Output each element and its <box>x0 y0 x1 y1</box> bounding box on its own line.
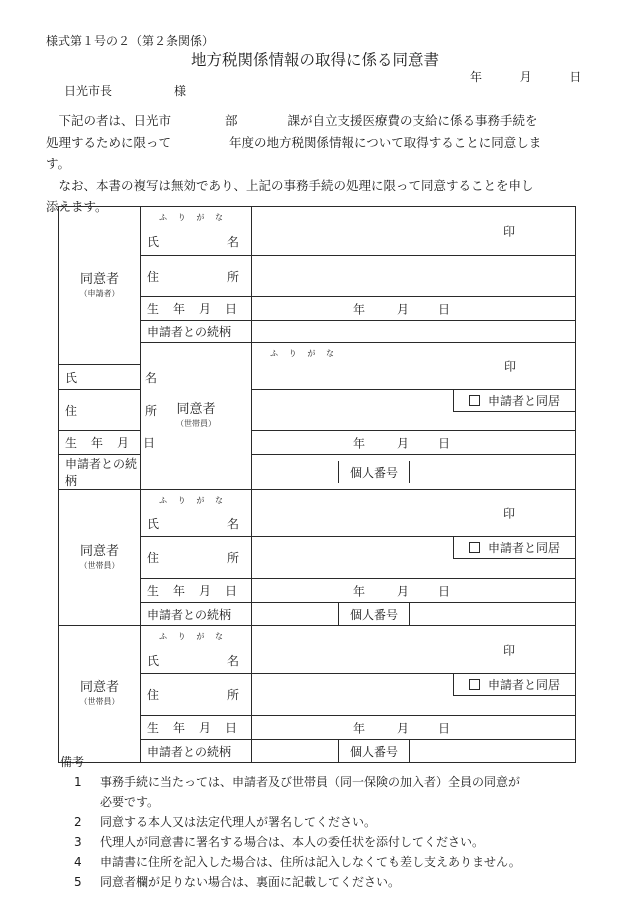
remark-text: 同意者欄が足りない場合は、裏面に記載してください。 <box>100 875 401 889</box>
furigana-label: ふ り が な <box>141 626 252 648</box>
statement-part: なお、本書の複写は無効であり、上記の事務手続の処理に限って同意することを申し <box>58 177 534 193</box>
remark-item <box>60 832 600 852</box>
statement-part: 下記の者は、日光市 <box>58 113 172 128</box>
my-number-label: 個人番号 <box>338 603 410 625</box>
consent-statement <box>46 110 582 218</box>
date-line <box>470 68 581 85</box>
remark-text: 代理人が同意書に署名する場合は、本人の委任状を添付してください。 <box>100 835 485 849</box>
same-address-label: 申請者と同居 <box>487 541 560 555</box>
remark-item <box>60 872 600 892</box>
same-address-label: 申請者と同居 <box>487 394 560 408</box>
same-address-checkbox-area[interactable] <box>453 674 575 696</box>
date-year: 年 <box>470 70 483 84</box>
consenter-group-label <box>141 343 252 490</box>
address-label: 住 所 <box>141 674 252 716</box>
same-address-checkbox-area[interactable] <box>453 390 575 412</box>
addressee <box>64 82 186 99</box>
name-label: 氏 名 <box>141 648 252 674</box>
my-number-label: 個人番号 <box>338 461 410 483</box>
document-title: 地方税関係情報の取得に係る同意書 <box>190 51 439 69</box>
dob-month: 月 <box>397 584 410 598</box>
statement-part: 部 <box>225 113 238 128</box>
dob-day: 日 <box>438 721 451 735</box>
consent-table <box>58 206 576 763</box>
consenter-group-label <box>59 626 141 763</box>
dob-label: 生 年 月 日 <box>141 716 252 740</box>
name-input-cell[interactable] <box>252 207 576 256</box>
furigana-label: ふ り が な <box>141 490 252 512</box>
remark-text: 同意する本人又は法定代理人が署名してください。 <box>100 815 377 829</box>
dob-year: 年 <box>353 584 366 598</box>
dob-label: 生 年 月 日 <box>141 579 252 603</box>
same-address-checkbox[interactable] <box>469 395 480 406</box>
relation-label: 申請者との続柄 <box>59 455 141 490</box>
addressee-name: 日光市長 <box>64 84 113 98</box>
name-label: 氏 名 <box>141 229 252 256</box>
same-address-checkbox-area[interactable] <box>453 537 575 559</box>
dob-day: 日 <box>438 436 451 450</box>
relation-input-cell[interactable] <box>252 321 576 343</box>
group-subtitle: （世帯員） <box>176 419 216 429</box>
remarks <box>60 752 600 892</box>
form-number: 様式第１号の２（第２条関係） <box>46 34 215 48</box>
name-input-cell[interactable] <box>252 490 576 537</box>
dob-input-cell[interactable] <box>252 716 576 740</box>
relation-row <box>252 603 576 626</box>
group-title: 同意者 <box>176 402 216 418</box>
remarks-heading: 備考 <box>60 755 85 769</box>
group-title: 同意者 <box>79 680 119 696</box>
dob-month: 月 <box>397 302 410 316</box>
consenter-group-label <box>59 490 141 626</box>
dob-month: 月 <box>397 721 410 735</box>
statement-part: 年度の地方税関係情報について取得することに同意しま <box>229 134 542 150</box>
dob-year: 年 <box>353 302 366 316</box>
remark-text: 申請書に住所を記入した場合は、住所は記入しなくても差し支えありません。 <box>100 855 521 869</box>
relation-input-cell[interactable] <box>252 603 338 625</box>
dob-input-cell[interactable] <box>252 431 576 455</box>
group-title: 同意者 <box>79 271 119 287</box>
remark-number: 1 <box>74 775 82 789</box>
dob-input-cell[interactable] <box>252 579 576 603</box>
seal-mark: 印 <box>502 643 515 657</box>
group-subtitle: （申請者） <box>79 288 120 298</box>
my-number-input-cell[interactable] <box>410 603 575 625</box>
seal-mark: 印 <box>502 224 515 239</box>
dob-month: 月 <box>397 436 410 450</box>
remark-number: 5 <box>74 875 82 889</box>
my-number-label: 個人番号 <box>338 740 410 762</box>
seal-mark: 印 <box>503 359 516 374</box>
furigana-label: ふ り が な <box>141 207 252 229</box>
statement-part: 添えます。 <box>46 199 108 214</box>
address-label: 住 所 <box>59 390 141 431</box>
relation-label: 申請者との続柄 <box>141 740 252 763</box>
seal-mark: 印 <box>502 506 515 521</box>
remark-number: 2 <box>74 815 82 829</box>
group-subtitle: （世帯員） <box>79 697 120 707</box>
group-subtitle: （世帯員） <box>79 560 120 570</box>
group-title: 同意者 <box>79 543 119 559</box>
dob-day: 日 <box>438 584 451 598</box>
address-input-cell[interactable] <box>252 390 576 431</box>
statement-part: 処理するために限って <box>46 134 172 150</box>
remark-text: 事務手続に当たっては、申請者及び世帯員（同一保険の加入者）全員の同意が <box>100 775 521 789</box>
remark-text-cont: 必要です。 <box>100 795 160 809</box>
dob-label: 生 年 月 日 <box>59 431 141 455</box>
dob-label: 生 年 月 日 <box>141 297 252 321</box>
relation-label: 申請者との続柄 <box>141 603 252 626</box>
my-number-input-cell[interactable] <box>410 461 575 483</box>
same-address-label: 申請者と同居 <box>487 678 560 692</box>
remark-item <box>60 772 600 812</box>
same-address-checkbox[interactable] <box>469 542 480 553</box>
name-label: 氏 名 <box>141 512 252 537</box>
addressee-suffix: 様 <box>174 84 187 98</box>
same-address-checkbox[interactable] <box>469 679 480 690</box>
dob-input-cell[interactable] <box>252 297 576 321</box>
name-input-cell[interactable] <box>252 626 576 674</box>
statement-part: 課が自立支援医療費の支給に係る事務手続を <box>287 113 538 128</box>
remark-item <box>60 812 600 832</box>
address-label: 住 所 <box>141 256 252 297</box>
date-day: 日 <box>569 70 582 84</box>
dob-year: 年 <box>353 721 366 735</box>
dob-year: 年 <box>353 436 366 450</box>
relation-label: 申請者との続柄 <box>141 321 252 343</box>
remark-item <box>60 852 600 872</box>
consenter-group-label <box>59 207 141 365</box>
date-month: 月 <box>519 70 532 84</box>
dob-day: 日 <box>438 302 451 316</box>
name-label: 氏 名 <box>59 365 141 390</box>
remark-number: 3 <box>74 835 82 849</box>
furigana-label: ふ り が な <box>252 343 576 365</box>
address-input-cell[interactable] <box>252 537 576 579</box>
address-input-cell[interactable] <box>252 256 576 297</box>
remark-number: 4 <box>74 855 82 869</box>
statement-part: す。 <box>46 156 71 171</box>
relation-row <box>252 455 576 490</box>
relation-input-cell[interactable] <box>252 461 338 483</box>
address-label: 住 所 <box>141 537 252 579</box>
address-input-cell[interactable] <box>252 674 576 716</box>
